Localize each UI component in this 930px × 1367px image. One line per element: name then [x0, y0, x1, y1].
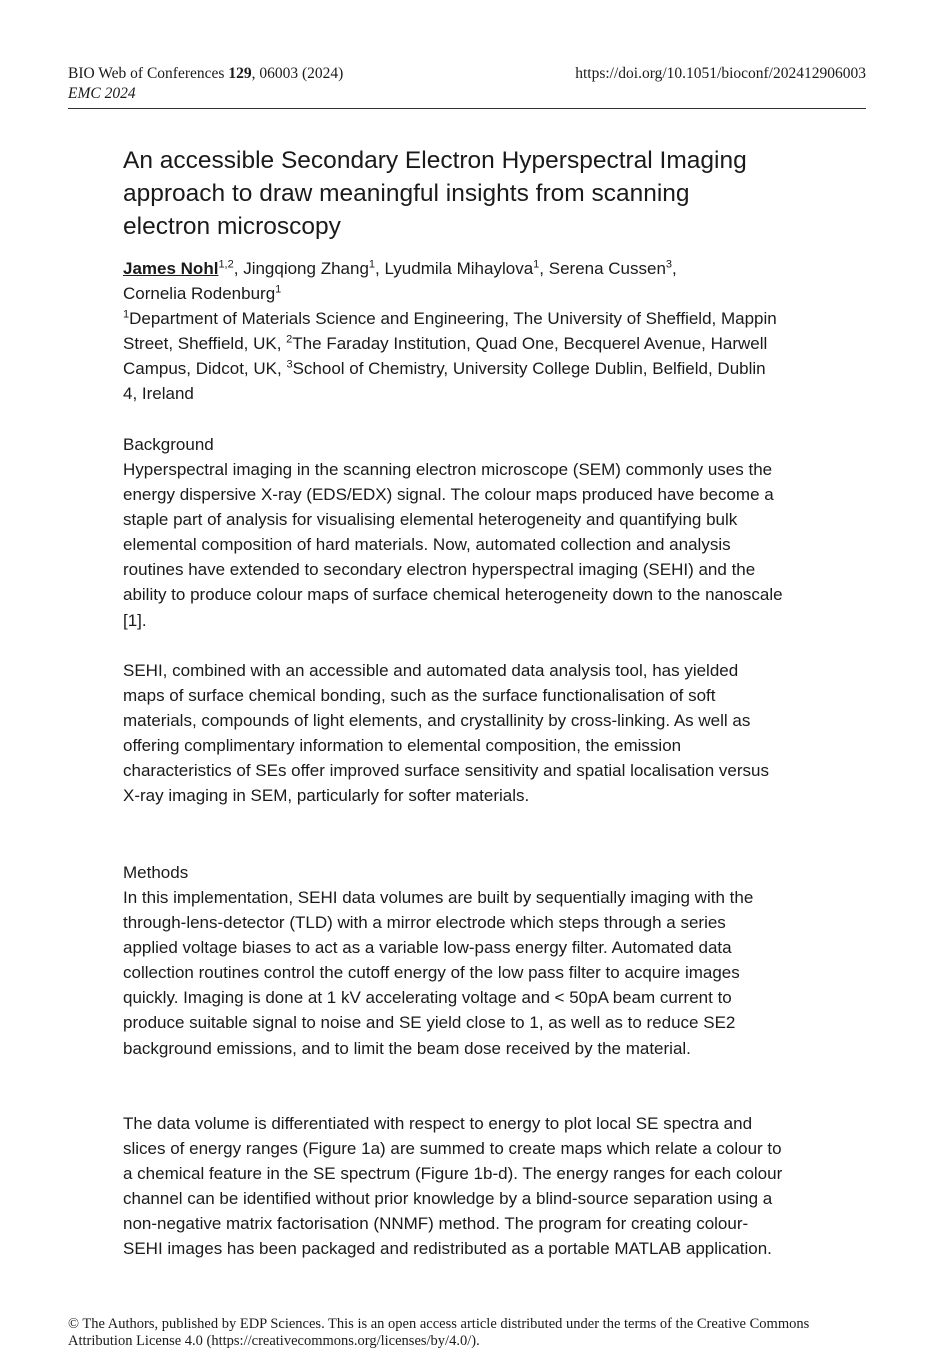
author: Serena Cussen$^3$, [548, 258, 677, 278]
volume-number: 129 [228, 65, 252, 82]
running-header [68, 64, 866, 104]
affiliation: School of Chemistry, University College Dublin, Belfield, Dublin 4, Ireland [123, 359, 766, 403]
section-heading-background: Background [123, 435, 214, 454]
author: Lyudmila Mihaylova$^1$, [384, 258, 549, 278]
license-footer: © The Authors, published by EDP Sciences. This is an open access article distributed under the terms of the Creative Commons Attribution License 4.0 (https://creativecommons.org/licenses/by/4.0/). [68, 1316, 810, 1349]
author-name: Serena Cussen [548, 259, 666, 278]
affiliations: $^1$Department of Materials Science and Engineering, The University of Sheffield, Mappin Street, Sheffield, UK, $^2$The Faraday Institution, Quad One, Becquerel Avenue, Harwell Campus, Didcot, UK, $^3$School of Chemistry, University College Dublin, Belfield, Dublin 4, Ireland [123, 308, 777, 403]
section-heading-methods: Methods [123, 863, 189, 882]
author: Cornelia Rodenburg$^1$ [123, 283, 282, 303]
methods-paragraph-2: The data volume is differentiated with respect to energy to plot local SE spectra and slices of energy ranges (Figure 1a) are summed to create maps which relate a colour to a chemical feature in the SE spectrum (Figure 1b-d). The energy ranges for each colour channel can be identified without prior knowledge by a blind-source separation using a non-negative matrix factorisation (NNMF) method. The program for creating colour-SEHI images has been packaged and redistributed as a portable MATLAB application. [123, 1114, 783, 1259]
author: Jingqiong Zhang$^1$, [243, 258, 385, 278]
conference-name: EMC 2024 [68, 85, 136, 102]
background-paragraph-1: Hyperspectral imaging in the scanning electron microscope (SEM) commonly uses the energy dispersive X-ray (EDS/EDX) signal. The colour maps produced have become a staple part of analysis for visualising elemental heterogeneity and quantifying bulk elemental composition of hard materials. Now, automated collection and analysis routines have extended to secondary electron hyperspectral imaging (SEHI) and the ability to produce colour maps of surface chemical heterogeneity down to the nanoscale [1]. [123, 460, 783, 630]
affiliation: The Faraday Institution, Quad One, Becquerel Avenue, Harwell Campus, Didcot, UK, [123, 334, 768, 378]
paper-title: An accessible Secondary Electron Hyperspectral Imaging approach to draw meaningful insights from scanning electron microscopy [123, 147, 747, 240]
author-name: Lyudmila Mihaylova [384, 259, 534, 278]
header-divider [68, 108, 866, 109]
methods-paragraph-1: In this implementation, SEHI data volumes are built by sequentially imaging with the through-lens-detector (TLD) with a mirror electrode which steps through a series applied voltage biases to act as a variable low-pass energy filter. Automated data collection routines control the cutoff energy of the low pass filter to acquire images quickly. Imaging is done at 1 kV accelerating voltage and < 50pA beam current to produce suitable signal to noise and SE yield close to 1, as well as to reduce SE2 background emissions, and to limit the beam dose received by the material. [123, 888, 754, 1058]
affiliation: Department of Materials Science and Engineering, The University of Sheffield, Mappin Street, Sheffield, UK, [123, 309, 777, 353]
author: James Nohl$^{1,2}$, [123, 258, 244, 278]
journal-citation: BIO Web of Conferences 129, 06003 (2024) [68, 65, 344, 82]
author-name: James Nohl [123, 259, 219, 278]
doi-link[interactable]: https://doi.org/10.1051/bioconf/202412906003 [575, 65, 866, 82]
author-name: Cornelia Rodenburg [123, 284, 276, 303]
author-name: Jingqiong Zhang [243, 259, 369, 278]
background-paragraph-2: SEHI, combined with an accessible and automated data analysis tool, has yielded maps of surface chemical bonding, such as the surface functionalisation of soft materials, compounds of light elements, and crystallinity by cross-linking. As well as offering complimentary information to elemental composition, the emission characteristics of SEs offer improved surface sensitivity and spatial localisation versus X-ray imaging in SEM, particularly for softer materials. [123, 661, 769, 806]
author-list [123, 256, 783, 306]
